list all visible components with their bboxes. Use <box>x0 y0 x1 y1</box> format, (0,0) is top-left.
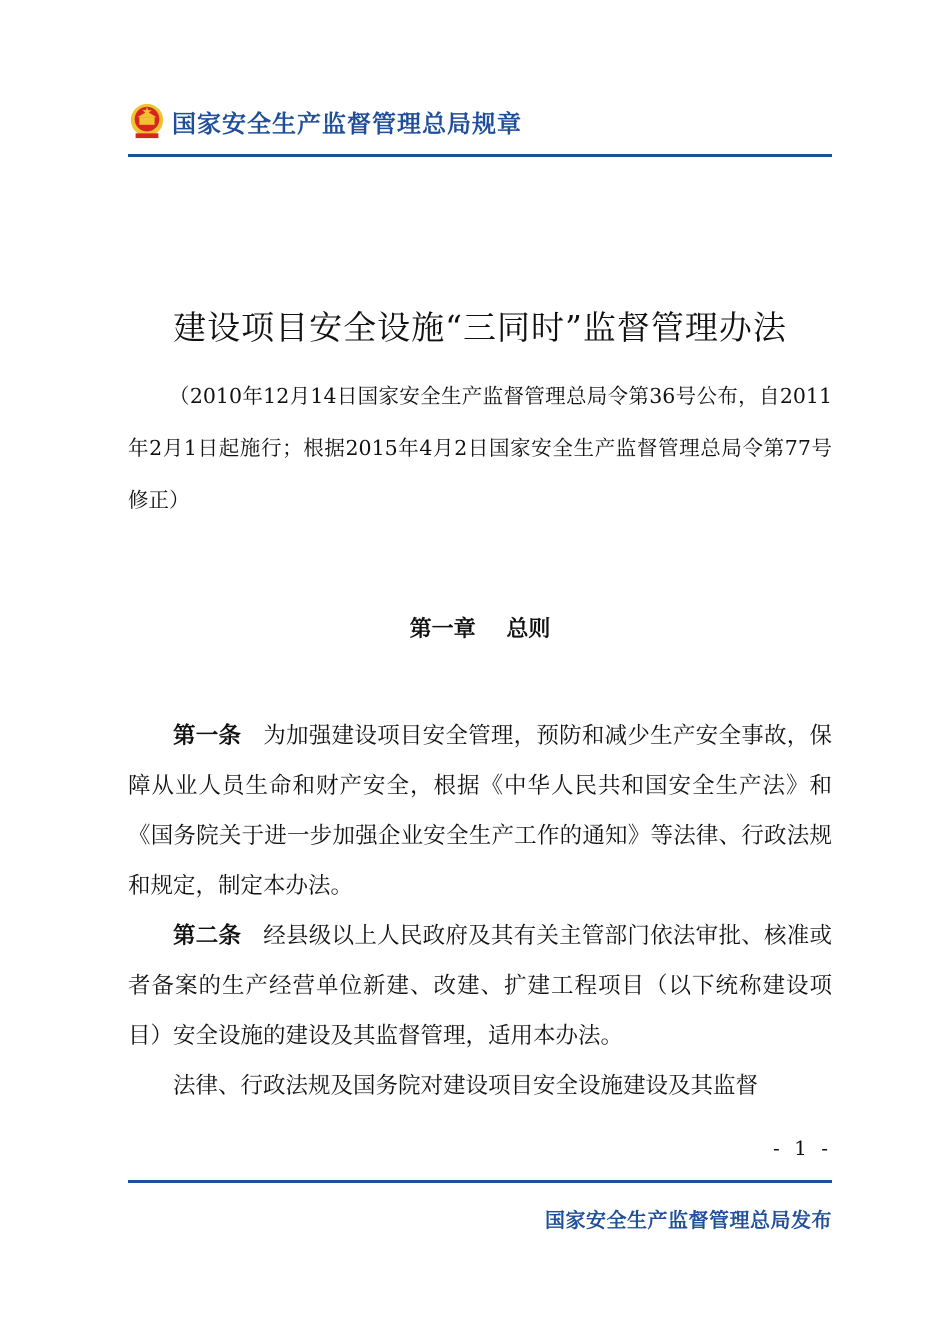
article-text: 经县级以上人民政府及其有关主管部门依法审批、核准或者备案的生产经营单位新建、改建、扩建工程项目（以下统称建设项目）安全设施的建设及其监督管理，适用本办法。 <box>128 923 832 1049</box>
document-subtitle: （2010年12月14日国家安全生产监督管理总局令第36号公布，自2011年2月1日起施行；根据2015年4月2日国家安全生产监督管理总局令第77号修正） <box>128 384 832 512</box>
page-number: - 1 - <box>773 1136 832 1160</box>
document-title: 建设项目安全设施“三同时”监督管理办法 <box>173 308 787 347</box>
header <box>128 98 522 144</box>
article-number: 第一条 <box>173 723 242 749</box>
article-paragraph <box>128 1061 832 1111</box>
header-divider <box>128 154 832 157</box>
national-emblem-icon <box>128 102 166 140</box>
footer-divider <box>128 1180 832 1183</box>
chapter-name: 总则 <box>506 617 551 642</box>
footer-publisher: 国家安全生产监督管理总局发布 <box>545 1208 832 1232</box>
document-body <box>128 711 832 1111</box>
article-paragraph <box>128 911 832 1061</box>
chapter-heading <box>128 612 832 643</box>
article-paragraph <box>128 711 832 911</box>
article-text: 为加强建设项目安全管理，预防和减少生产安全事故，保障从业人员生命和财产安全，根据《中华人民共和国安全生产法》和《国务院关于进一步加强企业安全生产工作的通知》等法律、行政法规和规定，制定本办法。 <box>128 723 832 899</box>
article-text: 法律、行政法规及国务院对建设项目安全设施建设及其监督 <box>173 1073 759 1099</box>
article-number: 第二条 <box>173 923 242 949</box>
header-title: 国家安全生产监督管理总局规章 <box>172 109 522 138</box>
chapter-number: 第一章 <box>409 617 476 642</box>
